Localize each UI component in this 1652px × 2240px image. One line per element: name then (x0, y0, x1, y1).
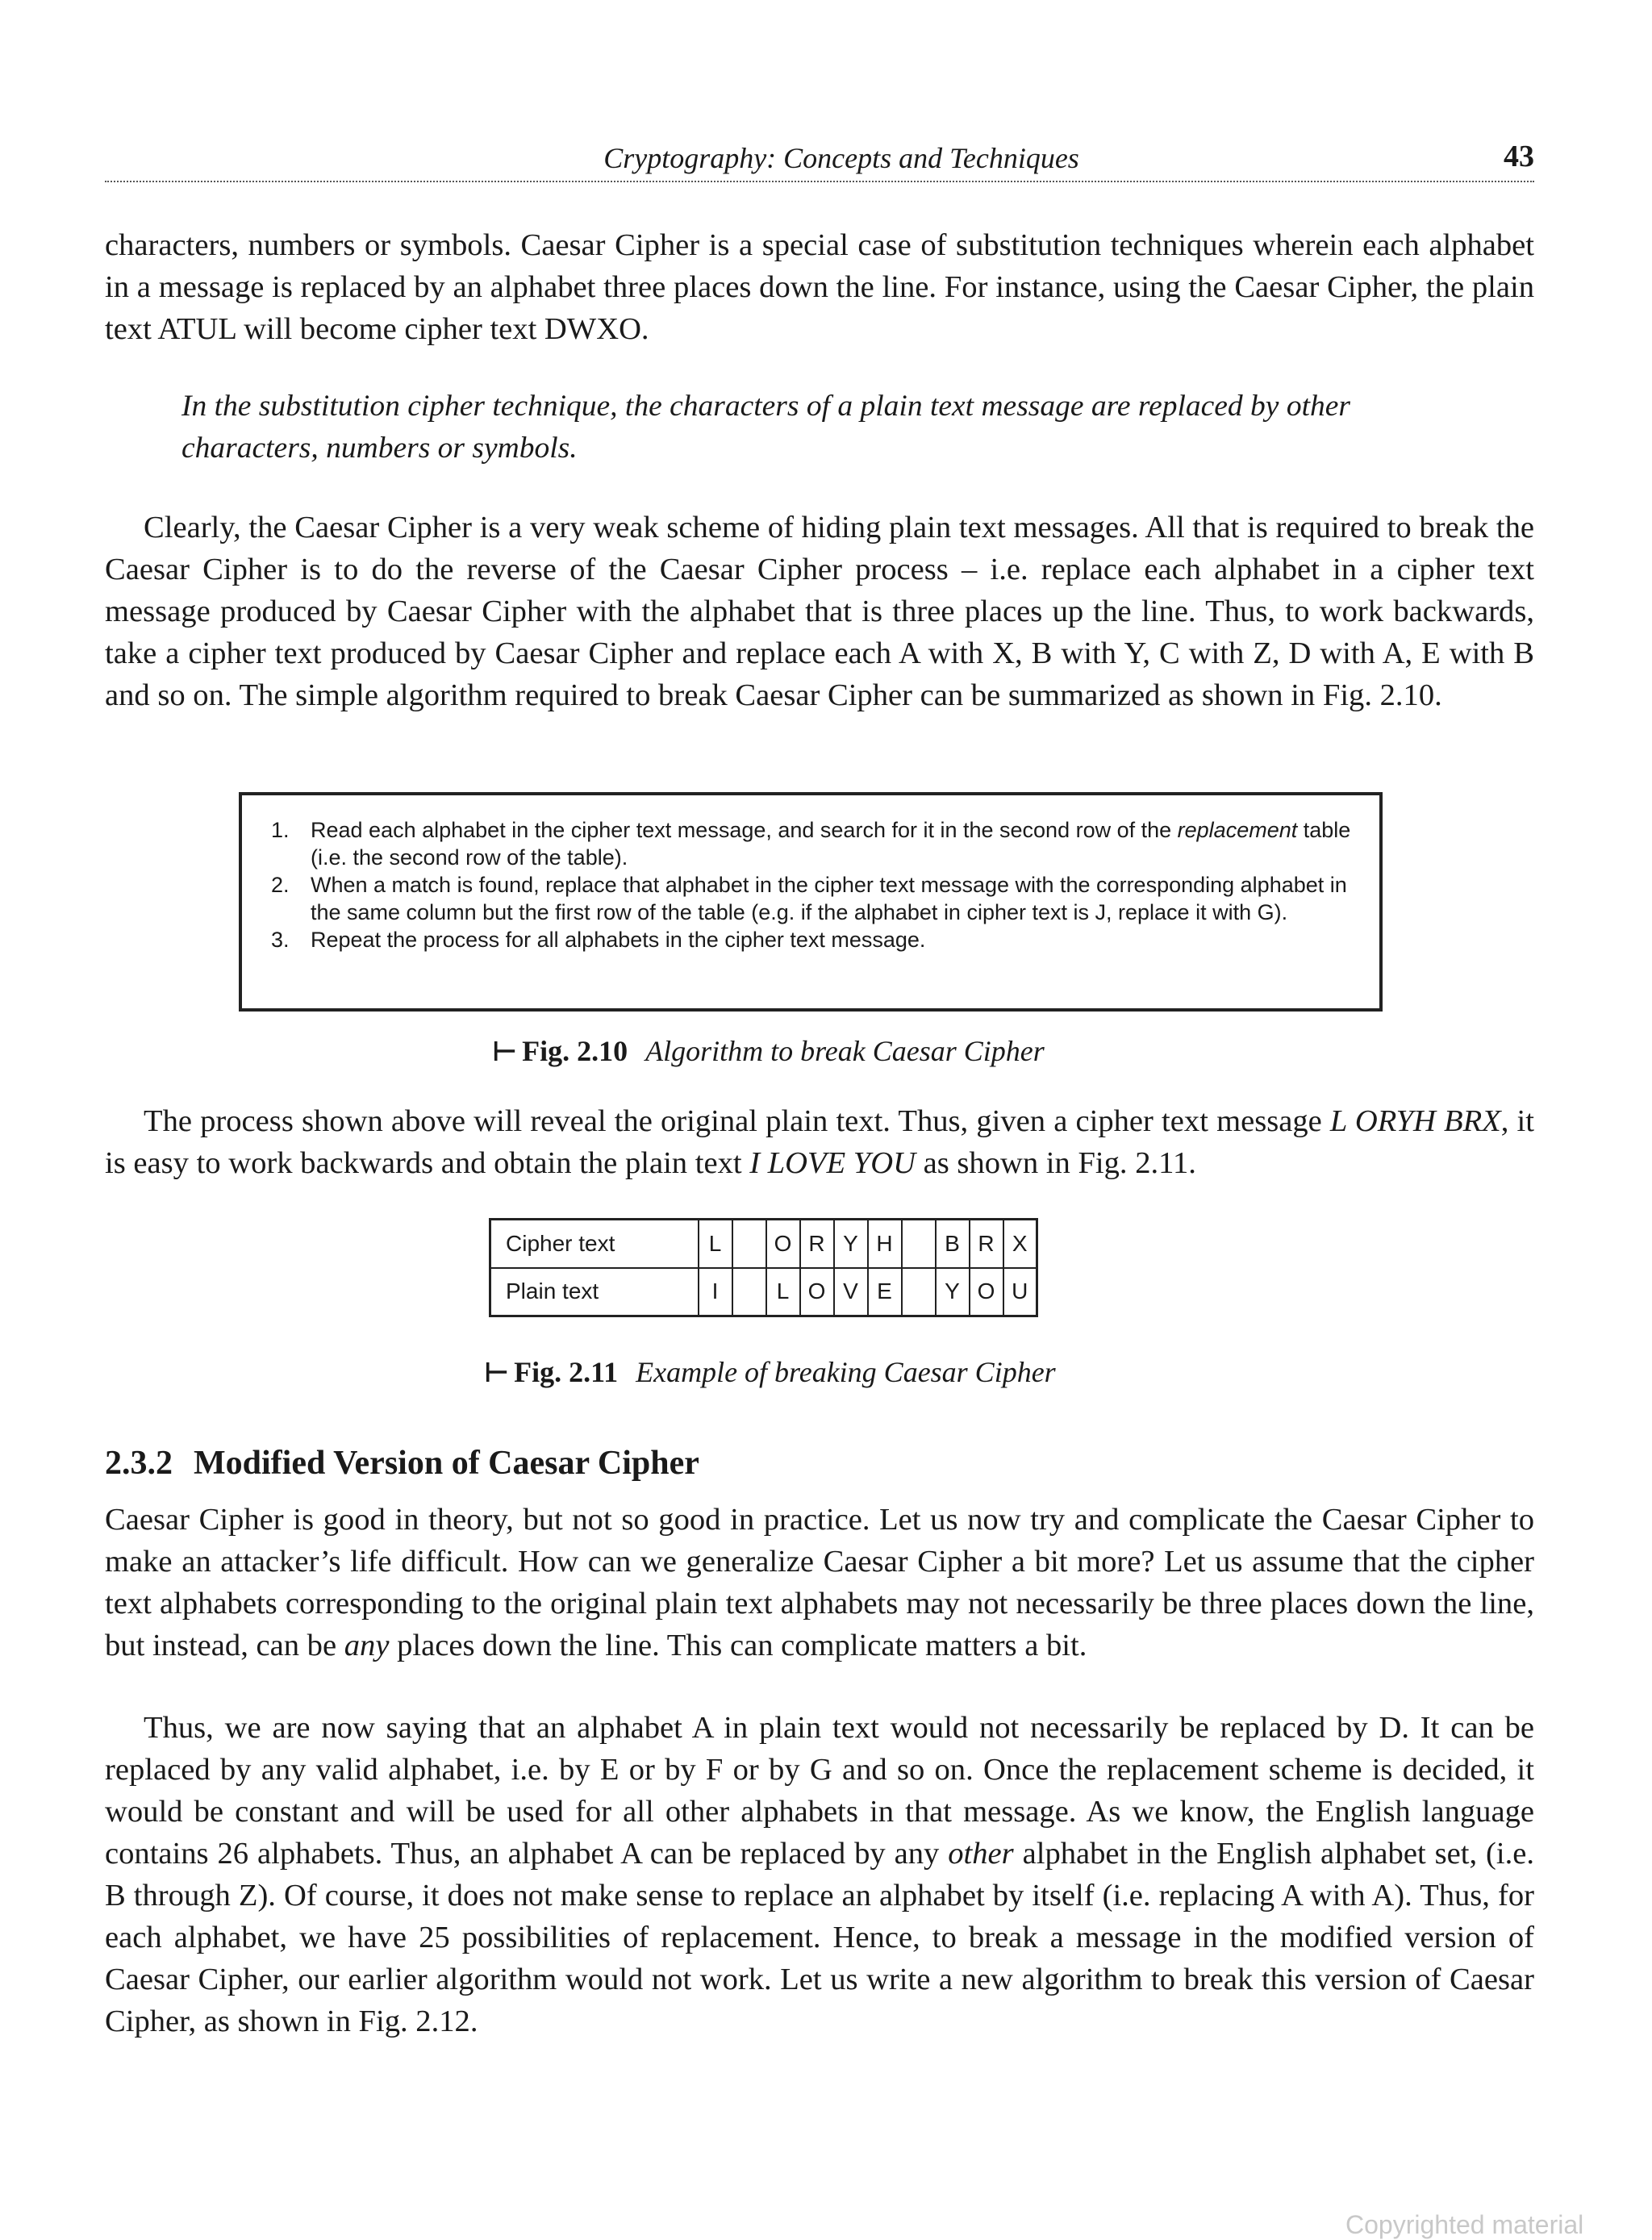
table-row (490, 1220, 1037, 1268)
table-cell: Y (936, 1268, 970, 1316)
step-text: When a match is found, replace that alphabet in the cipher text message with the corresponding alphabet in the same column but the first row of the table (e.g. if the alphabet in cipher text is J, replace it with G). (311, 873, 1347, 924)
table-cell: L (699, 1220, 732, 1268)
paragraph-modified-intro (105, 1499, 1534, 1666)
section-heading (105, 1444, 699, 1483)
table-cell (902, 1268, 936, 1316)
table-cell: E (868, 1268, 902, 1316)
paragraph-reveal (105, 1100, 1534, 1184)
step-number: 1. (271, 818, 290, 842)
table-cell: O (766, 1220, 800, 1268)
figure-marker-icon: ⊢ (484, 1357, 510, 1389)
text-run: as shown in Fig. 2.11. (915, 1146, 1196, 1180)
table-cell: Y (834, 1220, 868, 1268)
figure-label: Fig. 2.11 (514, 1356, 619, 1388)
paragraph-intro: characters, numbers or symbols. Caesar Cipher is a special case of substitution techniques wherein each alphabet in a message is replaced by an alphabet three places down the line. For instance, using the Caesar Cipher, the plain text ATUL will become cipher text DWXO. (105, 228, 1534, 346)
text-run: Thus, we are now saying that an alphabet A in plain text would not necessarily be replaced by D. It can be replaced by any valid alphabet, i.e. by E or by F or by G and so on. Once the replacement scheme is decided, it would be constant and will be used for all other alphabets in that message. As we know, the English language contains 26 alphabets. Thus, an alphabet A can be replaced by any (105, 1711, 1534, 1871)
table-cell: U (1003, 1268, 1037, 1316)
algorithm-step (242, 926, 1379, 953)
text-run: , it is easy to work backwards and obtain the plain text (105, 1104, 1534, 1180)
step-text: Read each alphabet in the cipher text message, and search for it in the second row of the (311, 818, 1178, 842)
paragraph-replacement (105, 1707, 1534, 2042)
table-cell: V (834, 1268, 868, 1316)
table-row (490, 1268, 1037, 1316)
table-cell: O (800, 1268, 834, 1316)
watermark: Copyrighted material (1345, 2210, 1584, 2239)
plain-message: I LOVE YOU (749, 1146, 916, 1180)
row-label: Cipher text (490, 1220, 699, 1268)
table-cell: B (936, 1220, 970, 1268)
step-number: 3. (271, 928, 290, 952)
table-cell (902, 1220, 936, 1268)
algorithm-step (242, 871, 1379, 926)
table-cell: X (1003, 1220, 1037, 1268)
emphasis: other (948, 1837, 1014, 1871)
algorithm-steps (242, 795, 1379, 953)
figure-title: Algorithm to break Caesar Cipher (645, 1035, 1045, 1067)
table-cell: I (699, 1268, 732, 1316)
figure-caption-2-10 (492, 1034, 1045, 1069)
paragraph-weak-scheme: Clearly, the Caesar Cipher is a very weak scheme of hiding plain text messages. All that is required to break the Caesar Cipher is to do the reverse of the Caesar Cipher process – i.e. replace each alphabet in a cipher text message produced by Caesar Cipher with the alphabet that is three places up the line. Thus, to work backwards, take a cipher text produced by Caesar Cipher and replace each A with X, B with Y, C with Z, D with A, E with B and so on. The simple algorithm required to break Caesar Cipher can be summarized as shown in Fig. 2.10. (105, 511, 1534, 712)
table-cell: R (970, 1220, 1003, 1268)
table-cell (732, 1220, 766, 1268)
step-text: Repeat the process for all alphabets in the cipher text message. (311, 928, 926, 952)
cipher-message: L ORYH BRX (1329, 1104, 1501, 1138)
algorithm-box (239, 792, 1383, 1012)
table-cell: O (970, 1268, 1003, 1316)
text-run: places down the line. This can complicate matters a bit. (389, 1629, 1087, 1662)
section-title: Modified Version of Caesar Cipher (194, 1445, 699, 1482)
page-number: 43 (1504, 140, 1534, 173)
text-run: The process shown above will reveal the original plain text. Thus, given a cipher text message (144, 1104, 1330, 1138)
table-cell (732, 1268, 766, 1316)
figure-label: Fig. 2.10 (522, 1035, 628, 1067)
running-title: Cryptography: Concepts and Techniques (603, 142, 1079, 174)
figure-title: Example of breaking Caesar Cipher (636, 1356, 1056, 1388)
step-text: table (i.e. the second row of the table). (311, 818, 1351, 870)
text-run: alphabet in the English alphabet set, (i.e. B through Z). Of course, it does not make sense to replace an alphabet by itself (i.e. replacing A with A). Thus, for each alphabet, we have 25 possibilities of replacement. Hence, to break a message in the modified version of Caesar Cipher, our earlier algorithm would not work. Let us write a new algorithm to break this version of Caesar Cipher, as shown in Fig. 2.12. (105, 1837, 1534, 2038)
cipher-table (489, 1218, 1038, 1317)
algorithm-step (242, 816, 1379, 871)
figure-marker-icon: ⊢ (492, 1036, 518, 1068)
table-cell: L (766, 1268, 800, 1316)
table-cell: H (868, 1220, 902, 1268)
definition-quote: In the substitution cipher technique, the characters of a plain text message are replaced by other characters, numbers or symbols. (181, 390, 1350, 465)
section-number: 2.3.2 (105, 1445, 173, 1482)
step-text-emphasis: replacement (1177, 818, 1298, 842)
table-cell: R (800, 1220, 834, 1268)
page-header (105, 142, 1534, 182)
text-run: Caesar Cipher is good in theory, but not so good in practice. Let us now try and complicate the Caesar Cipher to make an attacker’s life difficult. How can we generalize Caesar Cipher a bit more? Let us assume that the cipher text alphabets corresponding to the original plain text alphabets may not necessarily be three places down the line, but instead, can be (105, 1503, 1534, 1662)
emphasis: any (344, 1629, 390, 1662)
step-number: 2. (271, 873, 290, 897)
figure-caption-2-11 (484, 1355, 1056, 1390)
row-label: Plain text (490, 1268, 699, 1316)
